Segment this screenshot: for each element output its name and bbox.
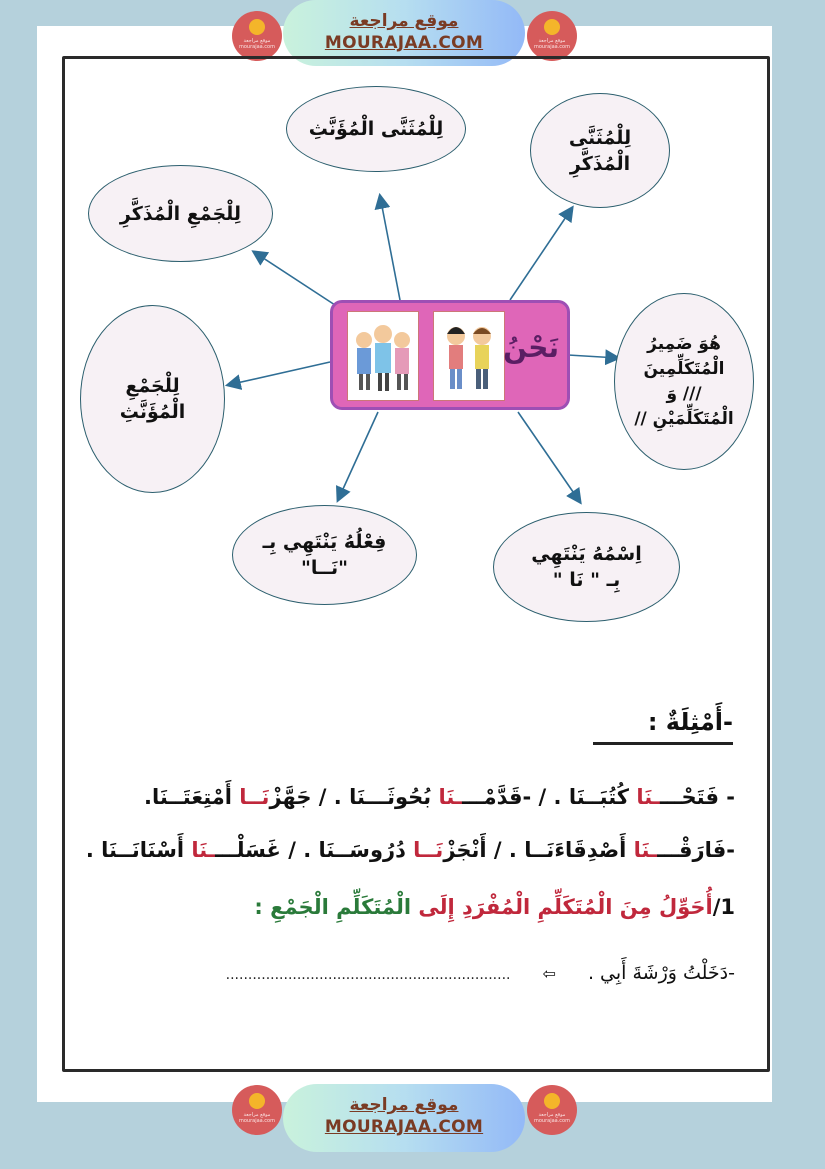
bubble-text: بِـ " نَا " — [552, 569, 621, 591]
site-domain[interactable]: MOURAJAA.COM — [324, 1117, 484, 1137]
bubble-text: الْمُتَكَلِّمِينَ — [643, 358, 725, 379]
exercise-item — [226, 962, 735, 984]
badge-text: موقع مراجعة mourajaa.com — [238, 38, 275, 50]
highlight-suffix: نَــا — [413, 838, 444, 862]
site-name-arabic: موقع مراجعة — [349, 11, 459, 31]
examples-row-2 — [86, 838, 735, 862]
two-children-illustration — [433, 311, 505, 401]
site-logo-badge-right-bottom[interactable] — [527, 1085, 577, 1135]
bubble-text: لِلْمُثَنَّى الْمُؤَنَّثِ — [308, 118, 444, 140]
example-word: - فَتَحْـــ — [659, 785, 735, 809]
bubble-text: "نَــا" — [300, 557, 349, 579]
highlight-suffix: نَــا — [239, 785, 270, 809]
bubble-plural-feminine — [80, 305, 225, 493]
highlight-suffix: ـنَا — [636, 785, 660, 809]
exercise-number: 1/ — [712, 895, 735, 919]
instruction-text: إِلَى — [418, 895, 455, 919]
bubble-text: هُوَ ضَمِيرُ — [647, 333, 721, 354]
site-logo-badge-left-bottom[interactable] — [232, 1085, 282, 1135]
logo-icon — [544, 1093, 560, 1109]
example-word: أَمْتِعَتَــنَا. — [143, 785, 240, 809]
bubble-dual-masculine — [530, 93, 670, 208]
example-word: بُحُوثَـــنَا . — [333, 785, 439, 809]
instruction-text: أُحَوِّلُ مِنَ الْمُتَكَلِّمِ الْمُفْرَدِ — [454, 895, 713, 919]
examples-title: -أَمْثِلَةٌ : — [647, 708, 733, 736]
badge-text: موقع مراجعة mourajaa.com — [238, 1112, 275, 1124]
bubble-text: لِلْجَمْعِ الْمُؤَنَّثِ — [119, 375, 186, 423]
bubble-text: فِعْلُهُ يَنْتَهِي بِـ — [262, 531, 387, 553]
example-word: دُرُوسَــنَا . — [303, 838, 414, 862]
example-word: جَهَّزْ — [269, 785, 312, 809]
bubble-definition — [614, 293, 754, 470]
answer-blank[interactable]: ................................................................ — [225, 967, 511, 983]
highlight-suffix: ـنَا — [438, 785, 463, 809]
bubble-dual-feminine — [286, 86, 466, 172]
example-word: -قَدَّمْـــ — [462, 785, 532, 809]
bubble-text: الْمُتَكَلِّمَيْنِ // — [634, 408, 734, 429]
example-word: أَسْنَانَــنَا . — [85, 838, 192, 862]
center-label: نَحْنُ — [503, 331, 559, 364]
title-underline — [593, 742, 733, 745]
separator: / — [531, 785, 554, 809]
center-pronoun-box — [330, 300, 570, 410]
three-children-illustration — [347, 311, 419, 401]
example-word: أَنْجَزْ — [443, 838, 487, 862]
example-word: غَسَلْـــ — [215, 838, 281, 862]
bubble-verb-ends — [232, 505, 417, 605]
site-banner-bottom[interactable] — [283, 1084, 525, 1152]
bubble-text: /// وَ — [666, 383, 702, 404]
site-name-arabic: موقع مراجعة — [349, 1095, 459, 1115]
badge-text: موقع مراجعة mourajaa.com — [533, 38, 570, 50]
examples-row-1 — [144, 785, 735, 809]
example-word: أَصْدِقَاءَنَــا . — [508, 838, 634, 862]
bubble-plural-masculine — [88, 165, 273, 262]
bubble-noun-ends — [493, 512, 680, 622]
separator: / — [280, 838, 304, 862]
site-domain[interactable]: MOURAJAA.COM — [324, 33, 484, 53]
bubble-text: لِلْمُثَنَّى الْمُذَكَّرِ — [568, 126, 632, 175]
highlight-suffix: ـنَا — [633, 838, 658, 862]
example-word: كُتُبَــنَا . — [553, 785, 637, 809]
instruction-text: الْمُتَكَلِّمِ الْجَمْعِ : — [254, 895, 419, 919]
separator: / — [486, 838, 509, 862]
bubble-text: اِسْمُهُ يَنْتَهِي — [531, 543, 642, 565]
bubble-text: لِلْجَمْعِ الْمُذَكَّرِ — [119, 202, 242, 225]
separator: / — [311, 785, 334, 809]
example-word: -فَارَقْـــ — [657, 838, 735, 862]
arrow-left-icon: ⇦ — [542, 964, 556, 983]
exercise-instruction — [254, 895, 735, 919]
logo-icon — [249, 1093, 265, 1109]
exercise-sentence: -دَخَلْتُ وَرْشَةَ أَبِي . — [587, 962, 735, 984]
badge-text: موقع مراجعة mourajaa.com — [533, 1112, 570, 1124]
highlight-suffix: ـنَا — [191, 838, 216, 862]
